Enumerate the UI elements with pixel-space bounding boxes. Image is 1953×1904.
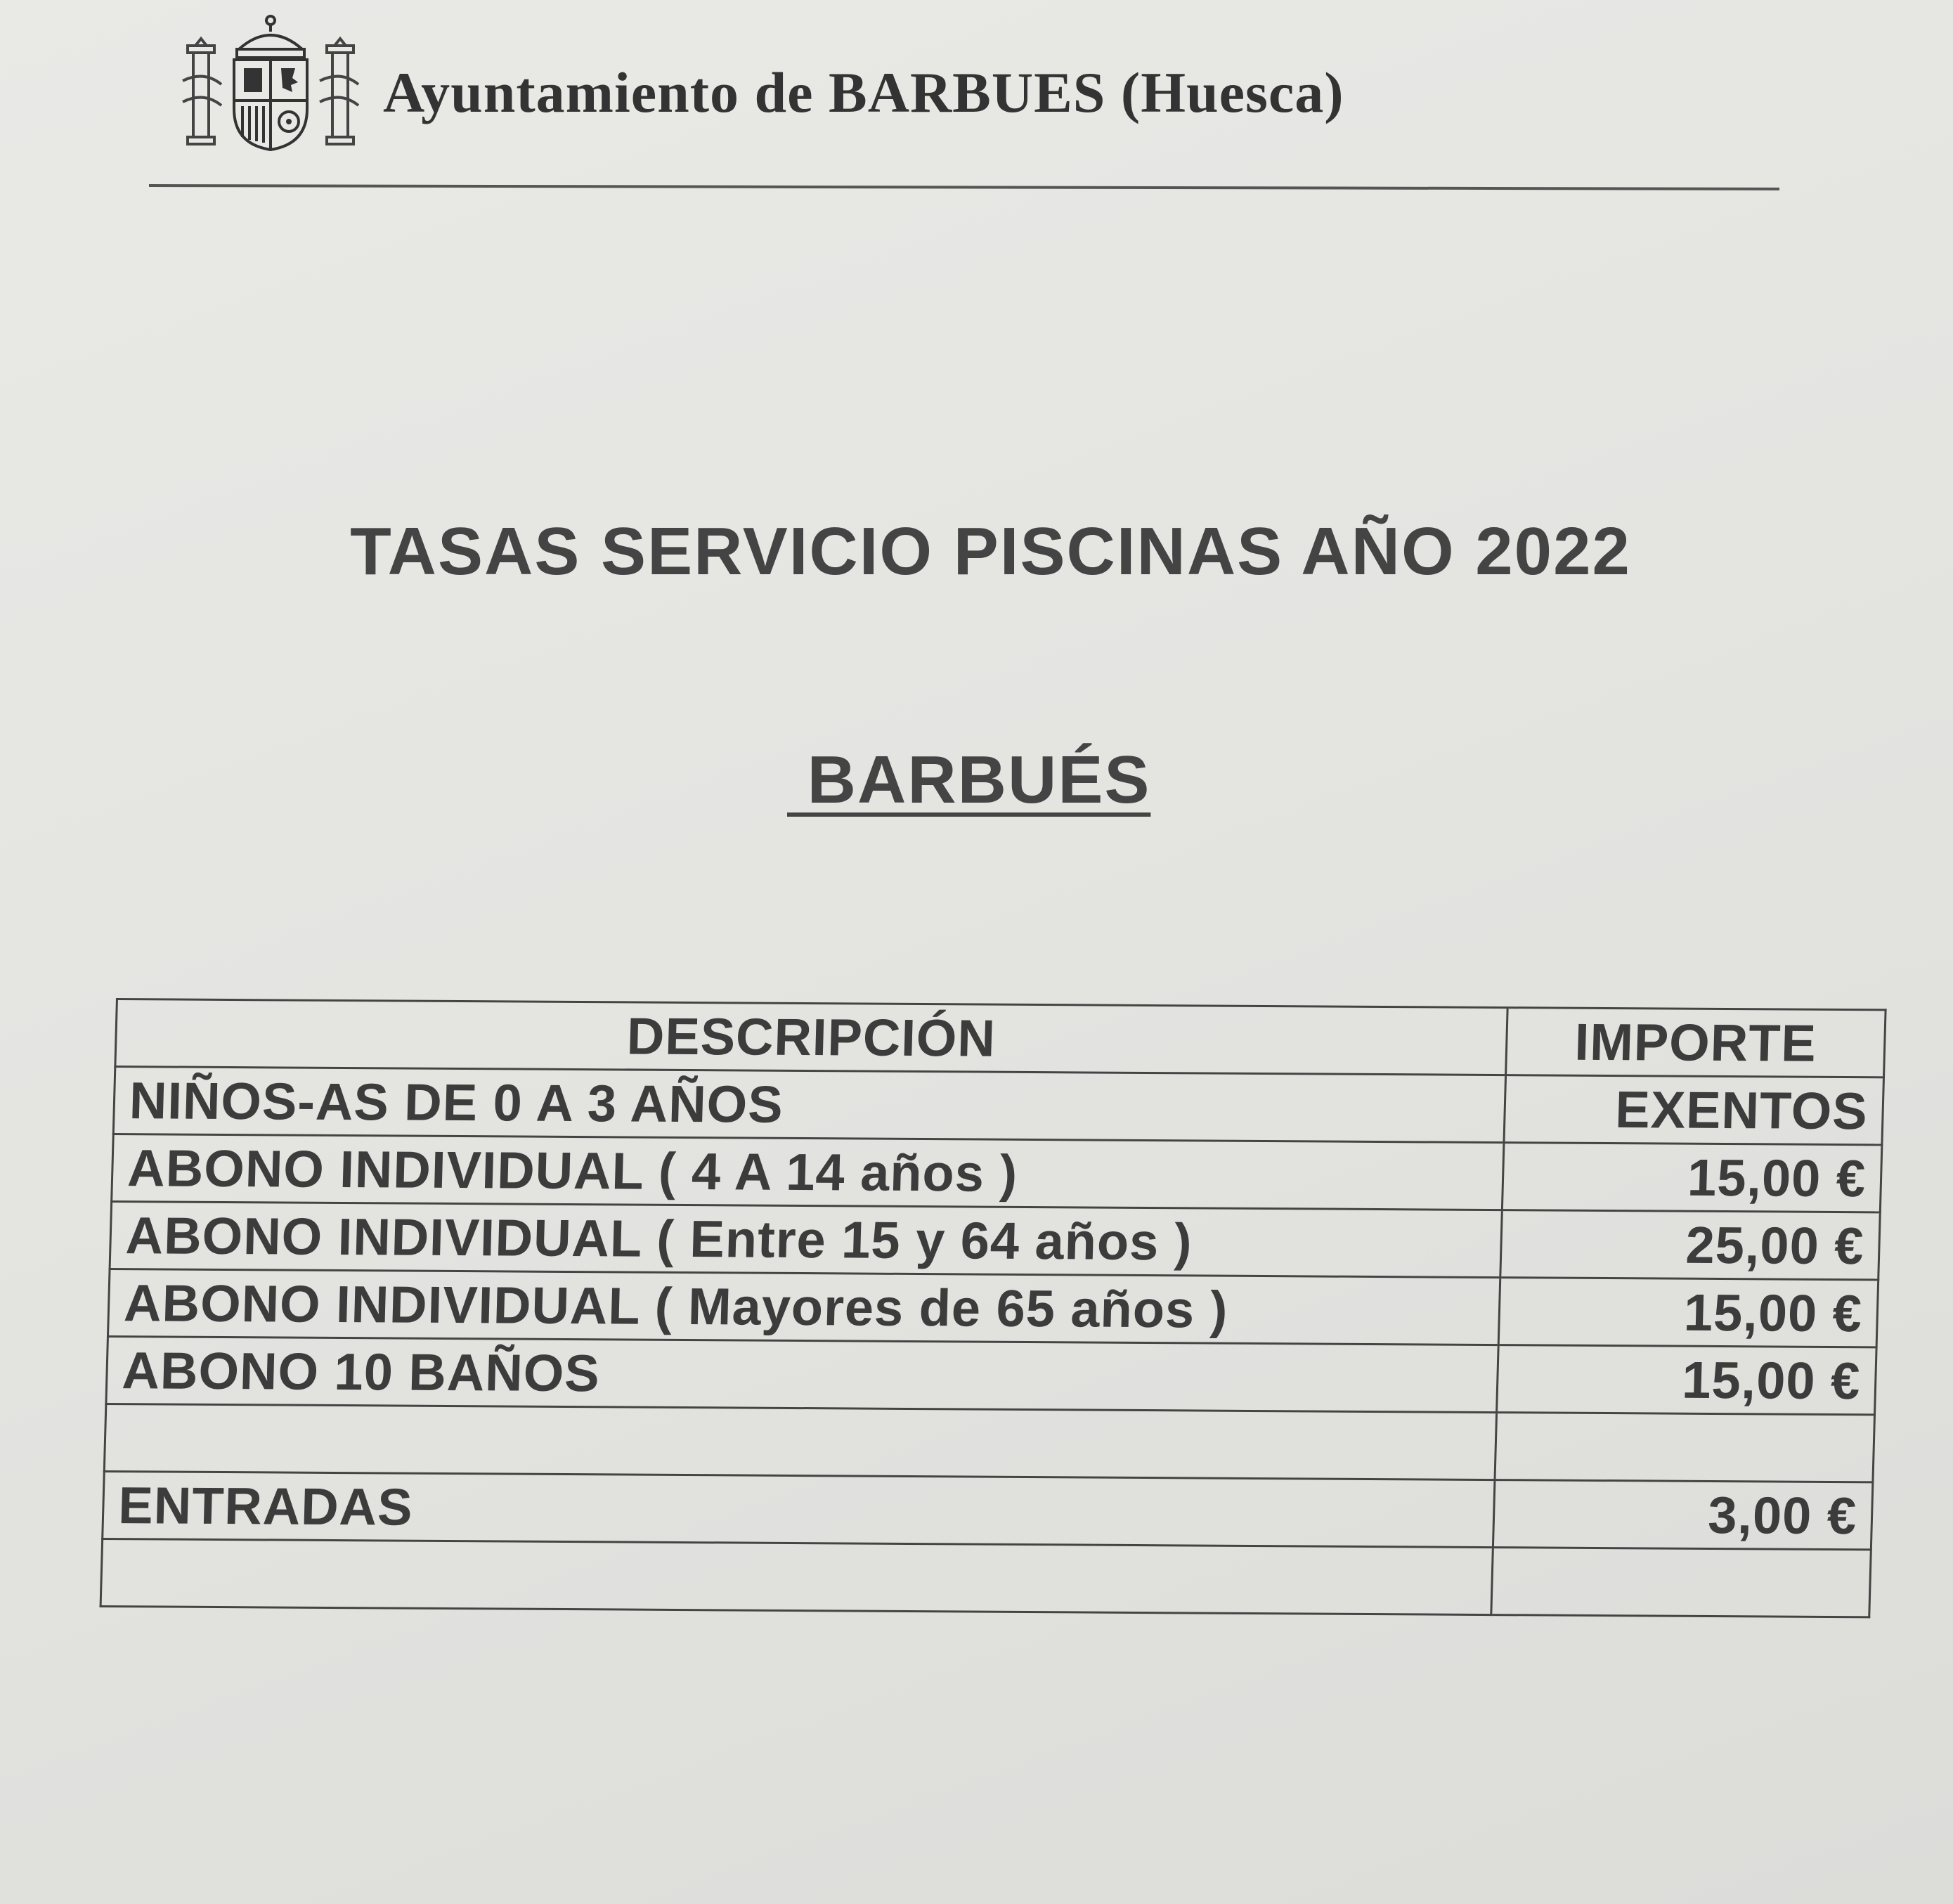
row-amount: [1491, 1548, 1871, 1617]
row-description: ABONO INDIVIDUAL ( 4 A 14 años ): [112, 1134, 1504, 1210]
table-row: [108, 1269, 1878, 1347]
row-description: NIÑOS-AS DE 0 A 3 AÑOS: [113, 1067, 1505, 1143]
column-header-description: DESCRIPCIÓN: [115, 999, 1507, 1075]
table-row-empty: [100, 1539, 1871, 1617]
coat-of-arms-of-spain-icon: [179, 11, 365, 151]
row-description: ENTRADAS: [103, 1471, 1495, 1547]
row-amount: EXENTOS: [1504, 1075, 1884, 1145]
table-row-empty: [104, 1404, 1874, 1482]
row-description: [100, 1539, 1493, 1614]
table-row: [110, 1202, 1880, 1280]
row-amount: 25,00 €: [1500, 1210, 1881, 1280]
row-description: ABONO INDIVIDUAL ( Mayores de 65 años ): [108, 1269, 1500, 1345]
fee-table: [100, 998, 1887, 1618]
row-description: [104, 1404, 1496, 1479]
row-amount: 15,00 €: [1502, 1143, 1882, 1212]
table-row: [106, 1337, 1876, 1415]
row-amount: [1495, 1413, 1875, 1482]
organization-name: Ayuntamiento de BARBUES (Huesca): [383, 60, 1344, 124]
row-description: ABONO INDIVIDUAL ( Entre 15 y 64 años ): [110, 1202, 1502, 1278]
table-header-row: [115, 999, 1886, 1077]
document-title: TASAS SERVICIO PISCINAS AÑO 2022: [350, 514, 1631, 589]
table-row: [103, 1471, 1873, 1549]
row-amount: 15,00 €: [1498, 1278, 1879, 1347]
letterhead: [179, 11, 1782, 151]
row-amount: 3,00 €: [1493, 1480, 1873, 1550]
table-row: [112, 1134, 1882, 1212]
row-description: ABONO 10 BAÑOS: [106, 1337, 1498, 1413]
header-divider: [149, 184, 1779, 190]
row-amount: 15,00 €: [1496, 1345, 1876, 1415]
column-header-amount: IMPORTE: [1505, 1008, 1886, 1077]
location-heading: BARBUÉS: [787, 742, 1151, 817]
table-row: [113, 1067, 1883, 1145]
